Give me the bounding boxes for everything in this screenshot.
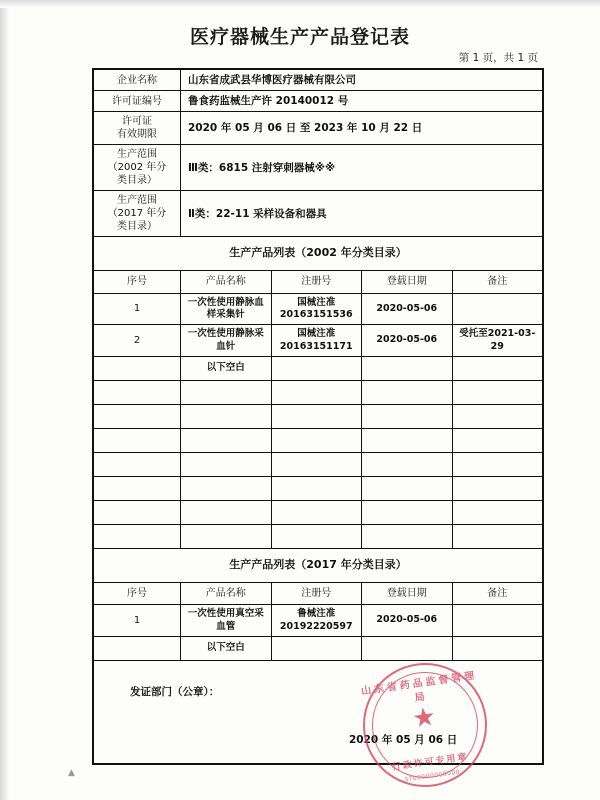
seal-top-text: 山东省药品监督管理局 [360,670,478,704]
cell-empty [94,525,181,549]
column-header-remark: 备注 [452,271,543,294]
field-value-license-no: 鲁食药监械生产许 20140012 号 [181,91,543,112]
cell-empty [181,477,272,501]
column-header-remark: 备注 [452,582,543,605]
section-title-2002: 生产产品列表（2002 年分类目录） [94,237,543,271]
cell-empty [94,405,181,429]
main-form-frame [92,68,544,784]
page-edge-shadow-top [0,0,600,8]
table-row [94,549,543,583]
table-row [94,145,543,191]
cell-reg-no: 国械注准20163151171 [271,325,362,357]
cell-product-name: 一次性使用真空采血管 [181,605,272,637]
cell-blank-note: 以下空白 [181,637,272,661]
corner-mark: ▲ [68,768,75,778]
table-row [94,325,543,357]
table-row [94,112,543,145]
page-title: 医疗器械生产产品登记表 [189,26,410,48]
cell-empty [181,501,272,525]
cell-empty [362,429,453,453]
table-row [94,293,543,325]
cell-empty [94,429,181,453]
cell-empty [271,477,362,501]
column-header-reg-no: 注册号 [271,582,362,605]
cell-empty [271,381,362,405]
seal-star-icon: ★ [410,701,438,735]
cell-empty [362,501,453,525]
cell-empty [362,477,453,501]
field-label-scope-2017-line3: 类目录） [117,221,157,233]
section-title-2017: 生产产品列表（2017 年分类目录） [94,549,543,583]
field-value-scope-2017: Ⅱ类：22-11 采样设备和器具 [181,191,543,237]
issue-date: 2020 年 05 月 06 日 [349,733,458,746]
cell-reg-no [271,637,362,661]
cell-empty [362,381,453,405]
cell-date [362,357,453,381]
table-row [94,191,543,237]
table-row [94,501,543,525]
cell-date: 2020-05-06 [362,605,453,637]
table-row [94,477,543,501]
field-label-scope-2002-line3: 类目录） [117,175,157,187]
cell-empty [452,453,543,477]
cell-empty [271,525,362,549]
cell-empty [362,525,453,549]
cell-empty [94,501,181,525]
cell-empty [362,405,453,429]
cell-empty [452,429,543,453]
table-row [94,70,543,91]
table-row [94,91,543,112]
cell-remark [452,605,543,637]
cell-remark [452,357,543,381]
cell-reg-no: 鲁械注准20192220597 [271,605,362,637]
cell-product-name: 一次性使用静脉采血针 [181,325,272,357]
cell-reg-no [271,357,362,381]
field-label-scope-2017-line2: （2017 年分 [107,208,167,220]
cell-empty [271,453,362,477]
table-row [94,605,543,637]
cell-empty [271,405,362,429]
column-header-no: 序号 [94,582,181,605]
cell-empty [452,405,543,429]
cell-empty [181,453,272,477]
column-header-date: 登载日期 [362,582,453,605]
cell-remark [452,637,543,661]
column-header-product-name: 产品名称 [181,582,272,605]
column-header-no: 序号 [94,271,181,294]
cell-empty [452,477,543,501]
official-seal-icon [355,655,495,795]
cell-date: 2020-05-06 [362,325,453,357]
table-row [94,405,543,429]
field-label-scope-2017-line1: 生产范围 [117,195,157,207]
cell-date [362,637,453,661]
seal-inner-ring [365,665,485,785]
registration-table [93,69,543,784]
cell-remark: 受托至2021-03-29 [452,325,543,357]
table-row [94,429,543,453]
field-value-scope-2002: Ⅲ类：6815 注射穿刺器械※※ [181,145,543,191]
cell-blank-note: 以下空白 [181,357,272,381]
field-value-company-name: 山东省成武县华博医疗器械有限公司 [181,70,543,91]
table-row [94,453,543,477]
cell-no: 1 [94,605,181,637]
table-row [94,525,543,549]
cell-no: 2 [94,325,181,357]
cell-empty [271,501,362,525]
cell-empty [94,477,181,501]
cell-no [94,637,181,661]
field-label-scope-2002-line2: （2002 年分 [107,162,167,174]
cell-empty [181,405,272,429]
cell-no: 1 [94,293,181,325]
table-row [94,237,543,271]
cell-reg-no: 国械注准20163151536 [271,293,362,325]
cell-empty [452,381,543,405]
table-row [94,381,543,405]
cell-remark [452,293,543,325]
field-label-validity [94,112,181,145]
cell-date: 2020-05-06 [362,293,453,325]
column-header-product-name: 产品名称 [181,271,272,294]
field-label-scope-2002 [94,145,181,191]
issuer-label: 发证部门（公章）： [130,686,220,699]
table-row [94,357,543,381]
cell-empty [181,429,272,453]
table-header-row-2002 [94,271,543,294]
column-header-reg-no: 注册号 [271,271,362,294]
issuer-block [94,661,543,784]
field-label-company-name: 企业名称 [94,70,181,91]
field-value-validity: 2020 年 05 月 06 日 至 2023 年 10 月 22 日 [181,112,543,145]
field-label-license-no: 许可证编号 [94,91,181,112]
cell-empty [94,381,181,405]
cell-empty [94,453,181,477]
cell-empty [271,429,362,453]
page-edge-shadow-left [0,0,10,800]
field-label-scope-2002-line1: 生产范围 [117,149,157,161]
cell-product-name: 一次性使用静脉血样采集针 [181,293,272,325]
cell-empty [181,525,272,549]
cell-empty [362,453,453,477]
cell-empty [452,525,543,549]
table-header-row-2017 [94,582,543,605]
page-indicator: 第 1 页，共 1 页 [458,52,538,64]
cell-empty [452,501,543,525]
cell-empty [181,381,272,405]
field-label-validity-line1: 许可证 [122,116,152,128]
seal-bottom-text: 行政许可专用章 [391,752,470,773]
field-label-scope-2017 [94,191,181,237]
field-label-validity-line2: 有效期限 [117,129,157,141]
seal-code: 3700000000000 [403,768,461,784]
table-row [94,637,543,661]
cell-no [94,357,181,381]
table-row [94,661,543,764]
column-header-date: 登载日期 [362,271,453,294]
